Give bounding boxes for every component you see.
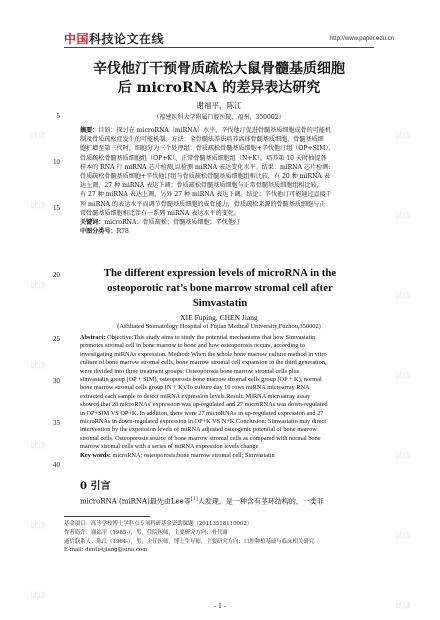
line-number: 30 bbox=[53, 377, 60, 385]
en-abstract-line: marrow stromal cells with a series of miRNA expression levels change bbox=[80, 443, 259, 451]
watermark: 试读 bbox=[30, 591, 46, 600]
site-url[interactable]: http://www.paper.edu.cn bbox=[329, 36, 394, 42]
cn-keywords: microRNA；骨质疏松；骨髓基质细胞；辛伐他汀 bbox=[104, 219, 241, 227]
cn-abstract-label: 摘要： bbox=[80, 127, 99, 134]
cn-clc: R78 bbox=[116, 228, 129, 236]
en-abstract-line: showed that 20 microRNAs' expression was up-regulated and 27 microRNAs was down-regulated bbox=[80, 401, 328, 409]
site-logo: 中国科技论文在线 bbox=[64, 32, 165, 46]
line-number: 20 bbox=[53, 271, 60, 279]
cn-abstract-line: 目的：探讨在 microRNA（miRNA）水平，辛伐他汀促进骨髓基质细胞成骨的可能机 bbox=[98, 127, 332, 134]
line-number: 40 bbox=[53, 461, 60, 469]
cn-abstract-line: 预 miRNA 的表达水平而调节骨髓基质细胞的成骨能力，骨质疏松来源的骨髓基质细胞与正 bbox=[80, 200, 326, 208]
line-number: 35 bbox=[53, 419, 60, 427]
cn-abstract-line: 有 27 种 miRNA 表达上调，另外 27 种 miRNA 表达下调。结论：辛伐他汀可能通过直接干 bbox=[80, 191, 332, 199]
en-abstract-line: stromal cells. Osteoporosis source of bone marrow stromal cells as compared with normal bone bbox=[80, 434, 321, 442]
watermark: 试读 bbox=[395, 211, 411, 220]
en-abstract-line: were divided into three treatment groups: Osteoporosis bone marrow stromal cells plus bbox=[80, 367, 300, 375]
watermark: 试读 bbox=[30, 281, 46, 290]
watermark: 试读 bbox=[30, 131, 46, 140]
cn-title-line: 辛伐他汀干预骨质疏松大鼠骨髓基质细胞 bbox=[93, 61, 345, 77]
cn-title-line: 后 microRNA 的差异表达研究 bbox=[117, 80, 321, 96]
watermark: 试读 bbox=[30, 201, 46, 210]
cn-abstract-line: 样本的 RNA 行 miRNA 芯片检测,以检测 miRNA 表达变化水平。结果：miRNA 芯片检测: bbox=[80, 163, 331, 171]
citation-link[interactable]: [1] bbox=[190, 496, 198, 502]
cn-keywords-label: 关键词： bbox=[80, 219, 105, 227]
en-abstract-label: Abstract: bbox=[80, 334, 106, 341]
en-abstract-line: culture of bone marrow stromal cells, bone marrow stromal cell expansion to the third generation, bbox=[80, 359, 327, 367]
en-abstract-line: simvastatin group (OP + SIM), osteoporosis bone marrow stromal cells group (OP + K), normal bbox=[80, 376, 322, 384]
cn-clc-label: 中图分类号： bbox=[80, 228, 117, 236]
en-abstract-line: Objective:This study aims to study the potential mechanisms that how Simvastatin bbox=[107, 334, 316, 341]
footnote-email[interactable]: E-mail: dentistjiang@sina.com bbox=[64, 547, 148, 554]
cn-abstract-line: 骨质疏松骨髓基质细胞组（OP+K）、正常骨髓基质细胞组（N+K）。培养第 10 天时抽提各 bbox=[80, 154, 327, 162]
en-title bbox=[84, 266, 356, 311]
watermark: 试读 bbox=[395, 531, 411, 540]
en-authors: XIE Fuping, CHEN Jiang bbox=[180, 313, 258, 322]
watermark: 试读 bbox=[30, 521, 46, 530]
watermark: 试读 bbox=[395, 291, 411, 300]
cn-title bbox=[64, 60, 374, 98]
cn-abstract-line: 胞扩增至第三代时，细胞分为三个处理组：骨质疏松骨髓基质细胞+辛伐他汀组（OP+SIM）、 bbox=[80, 145, 335, 153]
footnote-divider bbox=[64, 516, 150, 517]
section-heading-intro: 0 引言 bbox=[80, 481, 111, 492]
en-title-line: osteoporotic rat’s bone marrow stromal cell after bbox=[107, 282, 333, 294]
en-affiliation: (Affiliated Stomatology Hospital of Fujian Medical University,Fuzhou,350002) bbox=[117, 323, 321, 330]
intro-paragraph bbox=[80, 496, 374, 506]
en-abstract bbox=[80, 334, 374, 460]
watermark: 试读 bbox=[395, 371, 411, 380]
footnotes bbox=[64, 520, 374, 555]
en-title-line: The different expression levels of microRNA in the bbox=[103, 267, 337, 279]
en-abstract-line: extracted each sample to detect miRNA expression levels.Result: MiRNA microarray assay bbox=[80, 392, 311, 400]
cn-abstract-line: 制及骨质疏松症发生的可能机制。方法：全骨髓法养法培养离体骨髓基质细胞，骨髓基质细 bbox=[80, 136, 324, 144]
cn-affiliation: （福建医科大学附属口腔医院，福州，350002） bbox=[153, 114, 285, 121]
cn-abstract bbox=[80, 126, 374, 236]
intro-text: 人发现，是一种含有茎环结构的，一类非 bbox=[197, 497, 324, 506]
header-divider bbox=[64, 47, 374, 48]
cn-abstract-line: 常骨髓基质细胞相比伴有一系列 miRNA 表达水平的变化。 bbox=[80, 209, 240, 217]
intro-text: microRNA (miRNA)最先由Lee等 bbox=[80, 497, 191, 506]
en-keywords-label: Key words: bbox=[80, 451, 111, 459]
en-abstract-line: intervention by the expression levels of miRNA adjusted osteogenic potential of bone marrow bbox=[80, 426, 317, 434]
en-title-line: Simvastatin bbox=[192, 297, 248, 309]
en-abstract-line: investigating miRNAs expression. Method: When the whole bone marrow culture method in vitro bbox=[80, 350, 327, 358]
line-number: 15 bbox=[53, 204, 60, 212]
line-number: 10 bbox=[53, 158, 60, 166]
watermark: 试读 bbox=[395, 601, 411, 610]
en-abstract-line: microRNAs in down-regulated expression in OP+K VS N+K.Conclusion: Simvastatin may direct bbox=[80, 418, 327, 426]
footnote-funding: 基金项目：高等学校博士学科点专项科研基金资助课题（20113518110002） bbox=[64, 521, 253, 527]
en-abstract-line: promotes stromal cell in bone marrow to bone and how osteoporosis occurs, according to bbox=[80, 342, 305, 350]
watermark: 试读 bbox=[30, 441, 46, 450]
cn-authors: 谢福平，陈江 bbox=[196, 101, 242, 110]
en-abstract-line: bone marrow stromal cells group (N + K).To culture day 10 rows miRNA microarray RNA bbox=[80, 384, 310, 392]
footnote-corresponding: 通信联系人：陈江（1964-），男，主任医师，博士生导师，主要研究方向：口腔种植基础与临床相关研究. bbox=[64, 538, 316, 545]
line-number: 25 bbox=[53, 335, 60, 343]
footnote-author-bio: 作者简介：谢福平（1985-），男，住院医师，主要研究方向：骨代谢 bbox=[64, 529, 228, 536]
page-number: - 1 - bbox=[214, 603, 226, 610]
watermark: 试读 bbox=[395, 451, 411, 460]
cn-abstract-line: 达上调，27 种 miRNA 表达下调；骨质疏松骨髓基质细胞与正常骨髓基质细胞组相比较， bbox=[80, 182, 323, 190]
cn-abstract-line: 骨质疏松骨髓基质细胞+辛伐他汀组与骨质疏松骨髓基质细胞组相比较，有 20 种 miRNA 表 bbox=[80, 173, 330, 181]
en-abstract-line: in OP+SIM VS OP+K. In addition, there were 27 microRNAs in up-regulated expression and 27 bbox=[80, 409, 324, 417]
watermark: 试读 bbox=[395, 131, 411, 140]
line-number: 5 bbox=[56, 112, 60, 120]
watermark: 试读 bbox=[30, 361, 46, 370]
en-keywords: microRNA; osteoporosis;bone marrow stromal cell; Simvastatin bbox=[112, 451, 275, 459]
